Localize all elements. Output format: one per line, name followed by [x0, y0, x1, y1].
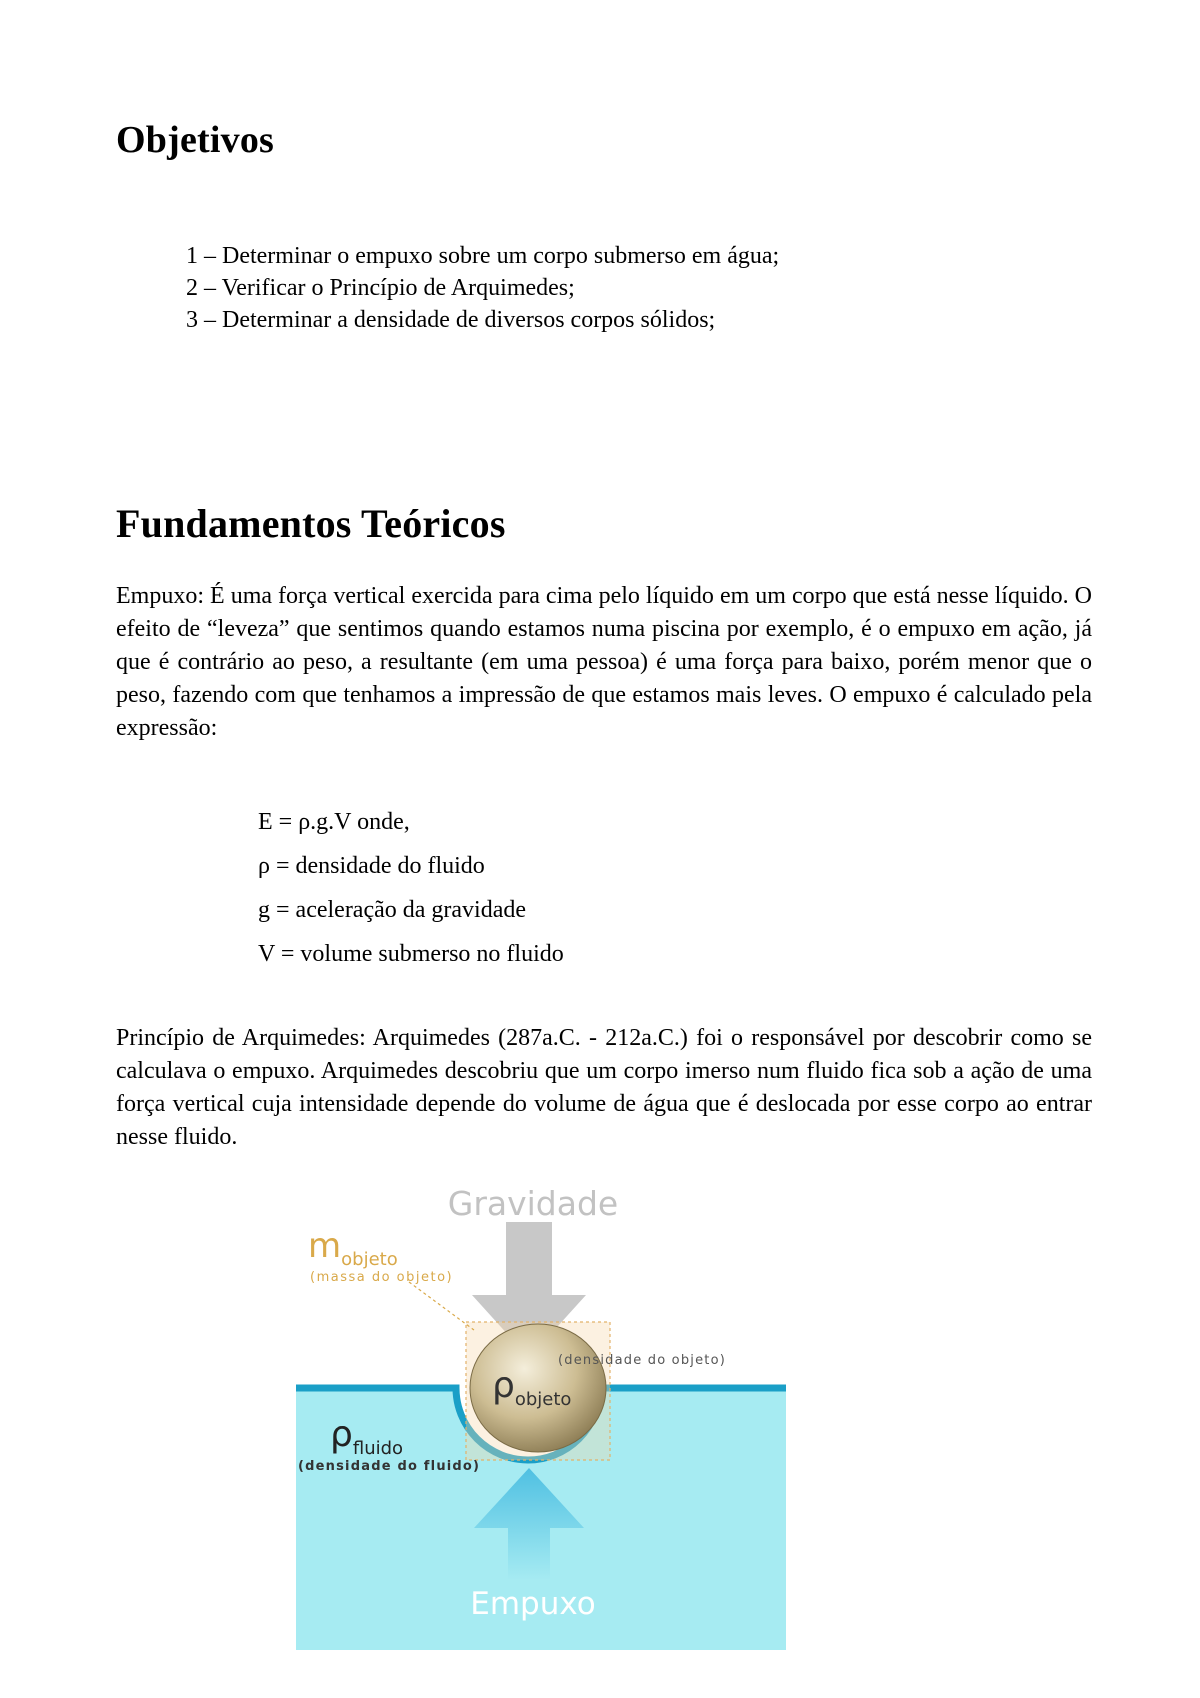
- object-density-subscript: objeto: [514, 1389, 572, 1410]
- object-density-caption: (densidade do objeto): [558, 1353, 727, 1368]
- paragraph-empuxo: Empuxo: É uma força vertical exercida para cima pelo líquido em um corpo que está nesse líquido. O efeito de “leveza” que sentimos quando estamos numa piscina por exemplo, é o empuxo em ação, já que é contrário ao peso, a resultante (em uma pessoa) é uma força para baixo, porém menor que o peso, fazendo com que tenhamos a impressão de que estamos mais leves. O empuxo é calculado pela expressão:: [116, 583, 1092, 741]
- objective-item: 2 – Verificar o Princípio de Arquimedes;: [186, 275, 575, 301]
- mass-caption: (massa do objeto): [310, 1270, 454, 1285]
- heading-objetivos: Objetivos: [116, 119, 275, 161]
- objective-item: 1 – Determinar o empuxo sobre um corpo submerso em água;: [186, 243, 780, 269]
- buoyancy-label: Empuxo: [470, 1586, 596, 1622]
- formula-line: ρ = densidade do fluido: [258, 853, 485, 879]
- formula-line: E = ρ.g.V onde,: [258, 809, 410, 835]
- fluid-density-caption: (densidade do fluido): [298, 1459, 481, 1474]
- archimedes-diagram: [296, 1170, 796, 1650]
- mass-subscript: objeto: [341, 1249, 398, 1270]
- object-density-symbol: ρ: [492, 1365, 515, 1406]
- mass-label: [308, 1226, 398, 1270]
- formula-block: [258, 800, 564, 976]
- objective-item: 3 – Determinar a densidade de diversos corpos sólidos;: [186, 307, 716, 333]
- gravity-label: Gravidade: [447, 1184, 619, 1223]
- heading-fundamentos-teoricos: Fundamentos Teóricos: [116, 501, 506, 546]
- formula-line: g = aceleração da gravidade: [258, 897, 527, 923]
- paragraph-arquimedes: Princípio de Arquimedes: Arquimedes (287a.C. - 212a.C.) foi o responsável por descobrir como se calculava o empuxo. Arquimedes descobriu que um corpo imerso num fluido fica sob a ação de uma força vertical cuja intensidade depende do volume de água que é deslocada por esse corpo ao entrar nesse fluido.: [116, 1025, 1092, 1150]
- mass-leader-line: [409, 1282, 474, 1330]
- objectives-list: [186, 240, 779, 336]
- mass-symbol: m: [308, 1226, 342, 1266]
- fluid-density-subscript: fluido: [352, 1438, 404, 1459]
- formula-line: V = volume submerso no fluido: [258, 941, 564, 967]
- object-sphere: [470, 1324, 606, 1452]
- fluid-density-symbol: ρ: [330, 1414, 353, 1455]
